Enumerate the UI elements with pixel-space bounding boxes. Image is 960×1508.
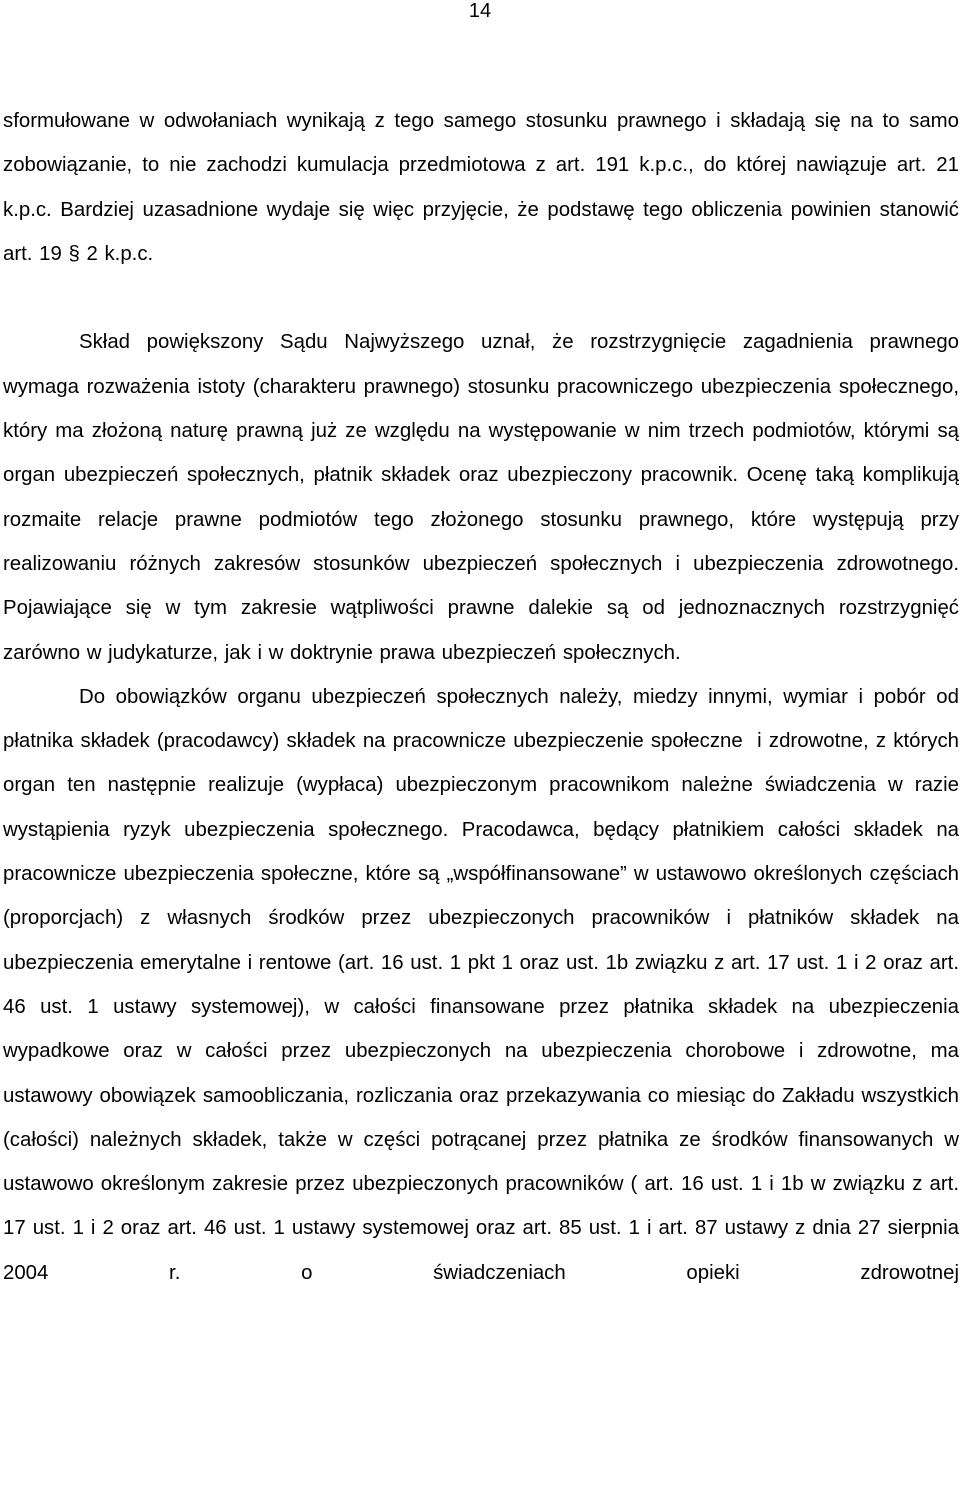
page-number: 14 <box>468 0 492 22</box>
paragraph-continuation: sformułowane w odwołaniach wynikają z tego samego stosunku prawnego i składają się na to samo zobowiązanie, to nie zachodzi kumulacja przedmiotowa z art. 191 k.p.c., do której nawiązuje art. 21 k.p.c. Bardziej uzasadnione wydaje się więc przyjęcie, że podstawę tego obliczenia powinien stanowić art. 19 § 2 k.p.c. <box>3 110 959 265</box>
document-body <box>3 99 959 1295</box>
paragraph-insurer-obligations: Do obowiązków organu ubezpieczeń społecznych należy, miedzy innymi, wymiar i pobór od płatnika składek (pracodawcy) składek na pracownicze ubezpieczenie społeczne i zdrowotne, z których organ ten następnie realizuje (wypłaca) ubezpieczonym pracownikom należne świadczenia w razie wystąpienia ryzyk ubezpieczenia społecznego. Pracodawca, będący płatnikiem całości składek na pracownicze ubezpieczenia społeczne, które są „współfinansowane” w ustawowo określonych częściach (proporcjach) z własnych środków przez ubezpieczonych pracowników i płatników składek na ubezpieczenia emerytalne i rentowe (art. 16 ust. 1 pkt 1 oraz ust. 1b związku z art. 17 ust. 1 i 2 oraz art. 46 ust. 1 ustawy systemowej), w całości finansowane przez płatnika składek na ubezpieczenia wypadkowe oraz w całości przez ubezpieczonych na ubezpieczenia chorobowe i zdrowotne, ma ustawowy obowiązek samoobliczania, rozliczania oraz przekazywania co miesiąc do Zakładu wszystkich (całości) należnych składek, także w części potrącanej przez płatnika ze środków finansowanych w ustawowo określonym zakresie przez ubezpieczonych pracowników ( art. 16 ust. 1 i 1b w związku z art. 17 ust. 1 i 2 oraz art. 46 ust. 1 ustawy systemowej oraz art. 85 ust. 1 i art. 87 ustawy z dnia 27 sierpnia 2004 r. o świadczeniach opieki zdrowotnej <box>3 685 959 1284</box>
paragraph-court-opinion: Skład powiększony Sądu Najwyższego uznał, że rozstrzygnięcie zagadnienia prawnego wymaga rozważenia istoty (charakteru prawnego) stosunku pracowniczego ubezpieczenia społecznego, który ma złożoną naturę prawną już ze względu na występowanie w nim trzech podmiotów, którymi są organ ubezpieczeń społecznych, płatnik składek oraz ubezpieczony pracownik. Ocenę taką komplikują rozmaite relacje prawne podmiotów tego złożonego stosunku prawnego, które występują przy realizowaniu różnych zakresów stosunków ubezpieczeń społecznych i ubezpieczenia zdrowotnego. Pojawiające się w tym zakresie wątpliwości prawne dalekie są od jednoznacznych rozstrzygnięć zarówno w judykaturze, jak i w doktrynie prawa ubezpieczeń społecznych. <box>3 331 959 664</box>
